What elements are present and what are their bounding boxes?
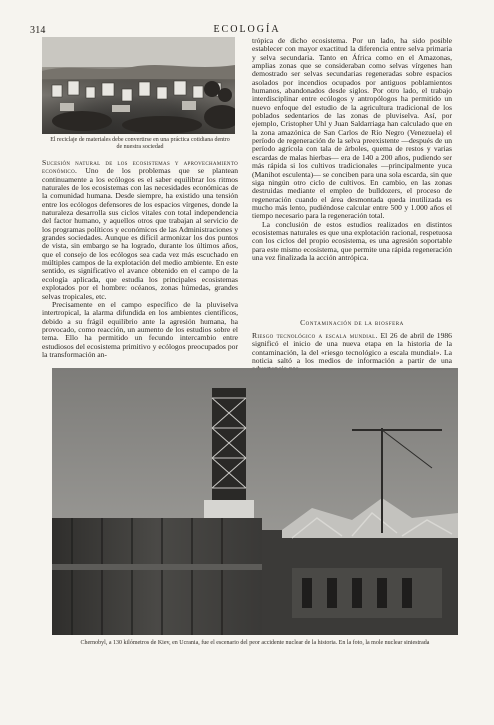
right-paragraph-2: La conclusión de estos estudios realizados en distintos ecosistemas naturales es que una explotación racional, respetuosa con los ciclos del propio ecosistema, es una agresión soportable para este mismo ecosistema, que permite una rápida regeneración una vez finalizada la acción antrópica. [252, 219, 452, 262]
page-number: 314 [30, 25, 46, 36]
left-paragraph-2: Precisamente en el campo específico de la pluviselva intertropical, la alarma difundida en los ambientes científicos, debido a su frágil equilibrio ante la agresión humana, ha provocado, como reacción, un aumento de los estudios sobre el tema. Ello ha permitido un fecundo intercambio entre estudiosos del ecosistema primitivo y ecólogos preocupados por la transformación an- [42, 299, 238, 359]
left-paragraph-1-text: Uno de los problemas que se plantean continuamente a los ecólogos es el saber equilibrar los ritmos naturales de los ecosistemas con las necesidades económicas de la comunidad humana. Desde siempre, ha existido una tensión entre los ecólogos defensores de los espacios vírgenes, donde la naturaleza desarrolla sus ciclos vitales con total independencia del factor humano, y aquellos otros que trabajan al servicio de los programas políticos y económicos de las Administraciones y grandes sociedades. Aunque es difícil armonizar los dos puntos de vista, sin embargo se ha logrado, durante los últimos años, que el consejo de los ecólogos sea cada vez más escuchado en múltiples campos de la explotación del medio ambiente. En este sentido, es significativo el avance obtenido en el campo de la ecología aplicada, que estudia los principales ecosistemas explotados por el hombre: océanos, zonas húmedas, grandes selvas tropicales, etc. [42, 166, 238, 301]
right-paragraph-1: trópica de dicho ecosistema. Por un lado, ha sido posible establecer con mayor exactitud la diferencia entre selva primaria y selva secundaria. Tanto en África como en el Amazonas, amplias zonas que se consideraban como selvas vírgenes han demostrado ser selvas secundarias regeneradas sobre espacios asolados por incendios ocupados por antiguos poblamientos humanos, abandonados desde siglos. Por otro lado, el trabajo interdisciplinar entre ecólogos y antropólogos ha permitido un nuevo enfoque del estudio de la agricultura tradicional de los poblados sedentarios de las zonas de pluviselva. Así, por ejemplo, Cristopher Uhl y Juan Saldarriaga han calculado que en la zona amazónica de San Carlos de Río Negro (Venezuela) el período de regeneración de la selva preexistente —después de un período agrícola con tala de árboles, quema de restos y varias escardas de malas hierbas— era de 140 a 200 años, pudiendo ser más rápida si los cultivos tradicionales —principalmente yuca (Manihot esculenta)— se conciben para una sola escarda, sin que siga ningún otro ciclo de cultivos. En cambio, en las zonas destruidas mediante el empleo de bulldozers, el proceso de regeneración cuando el área desmontada queda inutilizada es mucho más lento, pudiéndose calcular entre 500 y 1.000 años el tiempo necesario para la regeneración total. [252, 36, 452, 221]
recycling-photo [42, 37, 235, 134]
chernobyl-photo [52, 368, 458, 635]
left-column [42, 159, 238, 359]
top-photo-caption: El reciclaje de materiales debe convertirse en una práctica cotidiana dentro de nuestra sociedad [50, 137, 230, 151]
bottom-photo-caption: Chernobyl, a 130 kilómetros de Kiev, en Ucrania, fue el escenario del peor accidente nuclear de la historia. En la foto, la mole nuclear siniestrada [80, 640, 430, 646]
section-title-sucesion: Sucesión natural de los ecosistemas y aprovechamiento económico. [42, 158, 238, 176]
right-column-upper [252, 37, 452, 262]
section-title-contaminacion: Contaminación de la biosfera [300, 318, 404, 327]
right-paragraph-3-text: El 26 de abril de 1986 significó el inicio de una nueva etapa en la historia de la contaminación, la del «riesgo tecnológico a escala mundial». La noticia saltó a los medios de información a partir de una [252, 331, 452, 366]
running-title: ECOLOGÍA [213, 24, 281, 35]
left-paragraph-1 [42, 159, 238, 301]
subsection-title-riesgo: Riesgo tecnológico a escala mundial. [252, 331, 378, 340]
